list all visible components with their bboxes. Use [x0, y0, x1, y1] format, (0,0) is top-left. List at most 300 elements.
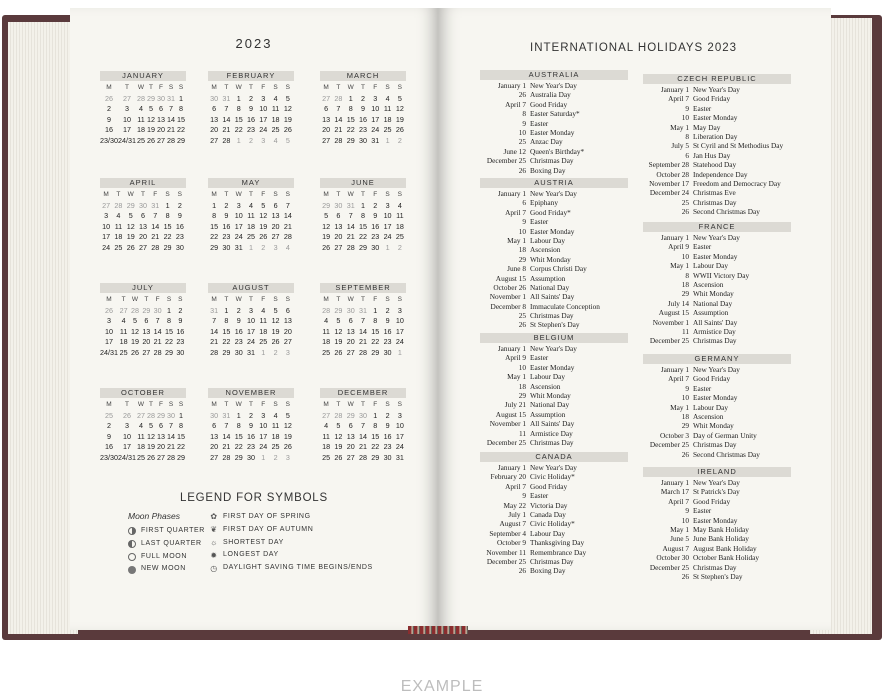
day-cell: 22 — [164, 337, 173, 347]
day-cell: 29 — [222, 347, 231, 357]
holiday-row — [480, 391, 628, 400]
day-cell: 23 — [383, 442, 392, 452]
day-cell: 19 — [334, 442, 343, 452]
holiday-row — [480, 372, 628, 381]
holiday-date: September 28 — [648, 160, 689, 170]
holiday-date: 6 — [685, 150, 689, 160]
weekday-header: T — [336, 84, 341, 91]
holiday-name: St Cyril and St Methodius Day — [693, 141, 784, 151]
day-cell: 6 — [144, 316, 149, 326]
day-cell: 9 — [224, 211, 229, 221]
day-cell: 9 — [385, 316, 390, 326]
holiday-date: 26 — [681, 571, 689, 581]
weekday-header: T — [361, 84, 365, 91]
day-cell: 28 — [222, 452, 231, 462]
day-cell: 30 — [222, 242, 231, 252]
day-cell: 2 — [273, 452, 278, 462]
holiday-name: Armistice Day — [530, 428, 573, 438]
day-cell: 25 — [395, 232, 404, 242]
weekday-header: F — [261, 401, 266, 408]
month-name: NOVEMBER — [208, 388, 294, 398]
holiday-row — [480, 236, 628, 245]
holiday-name: All Saints' Day — [693, 317, 738, 327]
day-cell: 23 — [358, 125, 367, 135]
day-cell: 18 — [119, 337, 128, 347]
day-cell: 19 — [395, 114, 404, 124]
holiday-date: 26 — [518, 90, 526, 100]
day-cell: 20 — [346, 442, 355, 452]
day-cell: 24 — [259, 125, 268, 135]
day-cell: 8 — [348, 104, 353, 114]
day-cell: 11 — [271, 421, 280, 431]
day-cell: 28 — [346, 242, 355, 252]
day-cell: 17 — [102, 232, 111, 242]
day-cell: 29 — [334, 305, 343, 315]
holiday-row — [643, 534, 791, 543]
day-cell: 3 — [385, 200, 390, 210]
weekday-header: F — [261, 84, 266, 91]
day-cell: 4 — [261, 305, 266, 315]
holiday-row — [480, 557, 628, 566]
day-cell: 20 — [210, 125, 219, 135]
day-cell: 10 — [395, 316, 404, 326]
day-cell: 31 — [234, 242, 243, 252]
day-cell: 9 — [373, 211, 378, 221]
holidays-title: INTERNATIONAL HOLIDAYS 2023 — [530, 42, 738, 54]
holiday-row — [643, 308, 791, 317]
holiday-name: Whit Monday — [693, 421, 734, 431]
day-cell: 12 — [130, 326, 139, 336]
holiday-date: May 1 — [670, 122, 689, 132]
day-cell: 25 — [322, 347, 331, 357]
weekday-header: S — [285, 84, 291, 91]
day-cell: 23 — [222, 232, 231, 242]
day-cell: 23 — [234, 337, 243, 347]
day-cell: 3 — [125, 104, 129, 114]
day-cell: 22 — [177, 442, 185, 452]
day-cell: 20 — [283, 326, 292, 336]
holiday-row — [643, 271, 791, 280]
holiday-date: May 1 — [670, 261, 689, 271]
holiday-name: Labour Day — [530, 528, 566, 538]
day-cell: 22 — [163, 232, 172, 242]
day-cell: 15 — [222, 326, 231, 336]
holiday-name: Boxing Day — [530, 165, 566, 175]
day-cell: 12 — [147, 431, 155, 441]
day-cell: 3 — [285, 347, 290, 357]
holiday-name: May Day — [693, 122, 721, 132]
day-cell: 30 — [210, 410, 219, 420]
day-cell: 13 — [346, 326, 355, 336]
day-cell: 10 — [234, 211, 243, 221]
holiday-name: Christmas Day — [530, 437, 574, 447]
holiday-date: October 9 — [497, 538, 526, 548]
weekday-header: S — [273, 296, 278, 303]
day-cell: 24 — [383, 232, 392, 242]
holiday-date: 25 — [518, 137, 526, 147]
day-cell: 2 — [224, 200, 229, 210]
holiday-row — [643, 94, 791, 103]
holiday-date: December 8 — [490, 301, 526, 311]
day-cell: 25 — [271, 125, 280, 135]
day-cell: 26 — [271, 337, 280, 347]
day-cell: 10 — [123, 431, 131, 441]
holiday-row — [643, 421, 791, 430]
day-cell: 27 — [283, 337, 292, 347]
day-cell: 18 — [322, 337, 331, 347]
day-cell: 19 — [283, 114, 292, 124]
weekday-header: M — [106, 296, 112, 303]
day-cell: 30 — [383, 452, 392, 462]
holiday-row — [480, 137, 628, 146]
moon-phases-heading: Moon Phases — [128, 511, 180, 521]
day-cell: 1 — [385, 242, 390, 252]
day-cell: 16 — [105, 442, 113, 452]
holiday-name: Day of German Unity — [693, 430, 757, 440]
weekday-header: S — [385, 84, 390, 91]
holiday-name: Queen's Birthday* — [530, 146, 585, 156]
day-cell: 14 — [151, 221, 160, 231]
day-cell: 3 — [261, 93, 266, 103]
weekday-header: F — [261, 296, 266, 303]
day-cell: 4 — [324, 316, 329, 326]
day-cell: 19 — [322, 232, 331, 242]
country-name: FRANCE — [643, 222, 791, 232]
weekday-header: W — [235, 191, 242, 198]
holiday-row — [480, 429, 628, 438]
day-cell: 31 — [167, 93, 175, 103]
holiday-name: June Bank Holiday — [693, 534, 749, 544]
day-cell: 18 — [259, 326, 268, 336]
day-cell: 15 — [358, 221, 367, 231]
month-grid — [320, 400, 406, 464]
day-cell: 30 — [167, 410, 175, 420]
day-cell: 13 — [157, 431, 165, 441]
day-cell: 18 — [383, 114, 392, 124]
weekday-header: T — [144, 296, 149, 303]
day-cell: 30 — [346, 305, 355, 315]
day-cell: 1 — [373, 410, 378, 420]
day-cell: 28 — [167, 135, 175, 145]
holiday-name: Statehood Day — [693, 160, 737, 170]
holiday-row — [480, 198, 628, 207]
day-cell: 15 — [163, 221, 172, 231]
legend-item: ☼ SHORTEST DAY — [210, 537, 284, 547]
day-cell: 28 — [358, 347, 367, 357]
day-cell: 24 — [246, 337, 255, 347]
holiday-name: All Saints' Day — [530, 292, 575, 302]
holiday-name: Ascension — [530, 381, 561, 391]
holiday-name: New Year's Day — [530, 189, 577, 198]
day-cell: 4 — [116, 211, 121, 221]
day-cell: 5 — [128, 211, 133, 221]
day-cell: 25 — [383, 125, 392, 135]
day-cell: 15 — [177, 431, 185, 441]
holiday-date: 9 — [685, 506, 689, 516]
weekday-header: T — [249, 401, 253, 408]
holiday-row — [643, 563, 791, 572]
holiday-row — [480, 245, 628, 254]
holiday-name: Good Friday* — [530, 207, 571, 217]
holiday-date: January 1 — [497, 81, 526, 90]
holiday-date: June 5 — [670, 534, 689, 544]
holiday-row — [480, 400, 628, 409]
day-cell: 28 — [334, 135, 343, 145]
month-calendar — [208, 178, 294, 254]
holiday-name: National Day — [530, 282, 570, 292]
day-cell: 7 — [348, 211, 353, 221]
day-cell: 6 — [348, 316, 353, 326]
day-cell: 6 — [212, 104, 217, 114]
month-name: DECEMBER — [320, 388, 406, 398]
holiday-name: Easter — [693, 242, 712, 252]
holiday-date: 18 — [681, 411, 689, 421]
holiday-date: 10 — [518, 226, 526, 236]
day-cell: 5 — [324, 211, 329, 221]
holiday-row — [643, 151, 791, 160]
month-grid — [208, 400, 294, 464]
weekday-header: M — [323, 191, 329, 198]
weekday-header: S — [397, 401, 403, 408]
holiday-name: Christmas Eve — [693, 188, 736, 198]
bookmark-ribbon — [408, 626, 468, 634]
day-cell: 30 — [246, 452, 255, 462]
weekday-header: S — [273, 401, 278, 408]
holiday-name: Victoria Day — [530, 500, 568, 510]
spring-flower-icon: ✿ — [210, 512, 218, 522]
weekday-header: W — [131, 296, 139, 303]
day-cell: 8 — [360, 211, 365, 221]
weekday-header: S — [273, 191, 278, 198]
weekday-header: F — [373, 296, 378, 303]
day-cell: 17 — [259, 114, 268, 124]
new-moon-icon — [128, 566, 136, 574]
holiday-name: Easter Monday — [530, 127, 575, 137]
day-cell: 28 — [283, 232, 292, 242]
day-cell: 23/30 — [100, 452, 118, 462]
day-cell: 13 — [210, 431, 219, 441]
holiday-name: Assumption — [693, 308, 729, 318]
weekday-header: S — [178, 296, 183, 303]
day-cell: 24/31 — [118, 452, 136, 462]
month-calendar — [320, 388, 406, 464]
day-cell: 3 — [104, 211, 109, 221]
holiday-row — [480, 438, 628, 447]
holiday-date: April 7 — [668, 374, 689, 384]
day-cell: 9 — [248, 421, 253, 431]
holiday-name: New Year's Day — [693, 233, 740, 242]
day-cell: 2 — [248, 135, 253, 145]
day-cell: 1 — [248, 242, 253, 252]
holiday-date: 29 — [681, 421, 689, 431]
day-cell: 20 — [157, 125, 165, 135]
day-cell: 19 — [130, 337, 139, 347]
day-cell: 12 — [126, 221, 135, 231]
holiday-row — [480, 382, 628, 391]
day-cell: 20 — [346, 337, 355, 347]
holiday-date: October 26 — [493, 282, 526, 292]
weekday-header: T — [224, 84, 229, 91]
holiday-name: May Bank Holiday — [693, 524, 749, 534]
day-cell: 5 — [273, 305, 278, 315]
day-cell: 26 — [123, 410, 131, 420]
day-cell: 18 — [114, 232, 123, 242]
holiday-date: August 15 — [495, 273, 526, 283]
legend-item: LAST QUARTER — [128, 538, 205, 551]
holiday-row — [480, 548, 628, 557]
holiday-date: January 1 — [660, 233, 689, 242]
weekday-header: S — [285, 191, 291, 198]
holiday-name: Anzac Day — [530, 137, 563, 147]
holiday-date: November 17 — [649, 178, 689, 188]
day-cell: 20 — [271, 221, 280, 231]
holiday-date: 25 — [681, 197, 689, 207]
day-cell: 2 — [236, 305, 241, 315]
day-cell: 7 — [224, 104, 229, 114]
day-cell: 14 — [210, 326, 219, 336]
month-grid — [208, 295, 294, 359]
day-cell: 28 — [358, 452, 367, 462]
holiday-row — [480, 264, 628, 273]
holiday-name: Whit Monday — [530, 390, 571, 400]
day-cell: 1 — [166, 305, 171, 315]
weekday-header: S — [178, 84, 184, 91]
day-cell: 29 — [346, 410, 355, 420]
day-cell: 4 — [139, 104, 143, 114]
day-cell: 25 — [105, 410, 113, 420]
first-quarter-moon-icon — [128, 527, 136, 535]
country-holidays — [480, 178, 628, 330]
holiday-row — [643, 431, 791, 440]
weekday-header: F — [373, 84, 378, 91]
day-cell: 23 — [246, 125, 255, 135]
day-cell: 7 — [212, 316, 217, 326]
day-cell: 27 — [210, 135, 219, 145]
day-cell: 26 — [105, 93, 113, 103]
holiday-name: Ascension — [693, 279, 724, 289]
day-cell: 5 — [261, 200, 266, 210]
clock-icon: ◷ — [210, 563, 218, 573]
holiday-row — [643, 365, 791, 374]
holiday-date: December 25 — [649, 336, 689, 346]
holiday-row — [643, 525, 791, 534]
holiday-row — [480, 566, 628, 575]
day-cell: 4 — [248, 200, 253, 210]
holiday-row — [643, 384, 791, 393]
holiday-row — [480, 90, 628, 99]
day-cell: 19 — [147, 442, 155, 452]
holiday-row — [480, 156, 628, 165]
day-cell: 26 — [147, 135, 155, 145]
day-cell: 31 — [246, 347, 255, 357]
weekday-header: M — [106, 401, 112, 408]
day-cell: 29 — [210, 242, 219, 252]
day-cell: 30 — [175, 242, 184, 252]
day-cell: 29 — [147, 93, 155, 103]
day-cell: 4 — [139, 421, 143, 431]
day-cell: 6 — [140, 211, 145, 221]
day-cell: 28 — [130, 305, 139, 315]
weekday-header: S — [168, 84, 174, 91]
holiday-row — [643, 553, 791, 562]
day-cell: 30 — [334, 200, 343, 210]
day-cell: 31 — [358, 305, 367, 315]
month-calendar — [208, 283, 294, 359]
day-cell: 4 — [273, 410, 278, 420]
weekday-header: F — [153, 191, 158, 198]
holiday-name: Easter — [693, 383, 712, 393]
holiday-name: Jan Hus Day — [693, 150, 731, 160]
month-grid — [100, 190, 186, 254]
day-cell: 16 — [175, 221, 184, 231]
holiday-date: 11 — [681, 326, 689, 336]
day-cell: 5 — [285, 410, 290, 420]
holiday-row — [480, 119, 628, 128]
holiday-row — [643, 252, 791, 261]
day-cell: 28 — [222, 135, 231, 145]
weekday-header: F — [159, 401, 163, 408]
weekday-header: W — [127, 191, 134, 198]
country-holidays — [643, 354, 791, 459]
day-cell: 5 — [397, 93, 402, 103]
holiday-row — [480, 472, 628, 481]
holiday-date: October 3 — [660, 430, 689, 440]
holiday-date: April 7 — [668, 496, 689, 506]
holiday-name: Christmas Day — [530, 156, 574, 166]
day-cell: 19 — [283, 431, 292, 441]
holiday-name: Easter — [530, 118, 549, 128]
weekday-header: W — [347, 191, 354, 198]
holiday-date: November 1 — [489, 292, 526, 302]
holiday-name: Good Friday — [530, 99, 568, 109]
holiday-row — [643, 207, 791, 216]
holiday-date: July 1 — [508, 509, 526, 519]
day-cell: 25 — [114, 242, 123, 252]
legend-item: ❦ FIRST DAY OF AUTUMN — [210, 525, 314, 535]
holiday-name: St Patrick's Day — [693, 487, 740, 497]
day-cell: 5 — [336, 421, 341, 431]
holiday-row — [643, 497, 791, 506]
day-cell: 24/31 — [118, 135, 136, 145]
holiday-date: December 25 — [486, 556, 526, 566]
day-cell: 16 — [358, 114, 367, 124]
holiday-name: All Saints' Day — [530, 419, 575, 429]
day-cell: 6 — [159, 421, 163, 431]
day-cell: 15 — [371, 326, 380, 336]
day-cell: 30 — [210, 93, 219, 103]
day-cell: 7 — [360, 421, 365, 431]
holiday-name: Boxing Day — [530, 566, 566, 576]
holiday-row — [643, 374, 791, 383]
day-cell: 24 — [395, 337, 404, 347]
holiday-row — [480, 363, 628, 372]
day-cell: 23 — [176, 337, 185, 347]
day-cell: 16 — [246, 431, 255, 441]
legend-item: ✿ FIRST DAY OF SPRING — [210, 512, 311, 522]
holiday-row — [643, 233, 791, 242]
day-cell: 27 — [322, 135, 331, 145]
weekday-header: S — [273, 84, 278, 91]
day-cell: 29 — [322, 200, 331, 210]
holiday-date: December 25 — [486, 437, 526, 447]
holiday-date: October 28 — [656, 169, 689, 179]
holiday-name: Easter — [530, 353, 549, 363]
day-cell: 17 — [246, 326, 255, 336]
country-name: CANADA — [480, 452, 628, 462]
day-cell: 14 — [167, 114, 175, 124]
day-cell: 21 — [153, 337, 162, 347]
holiday-name: St Stephen's Day — [693, 571, 743, 581]
